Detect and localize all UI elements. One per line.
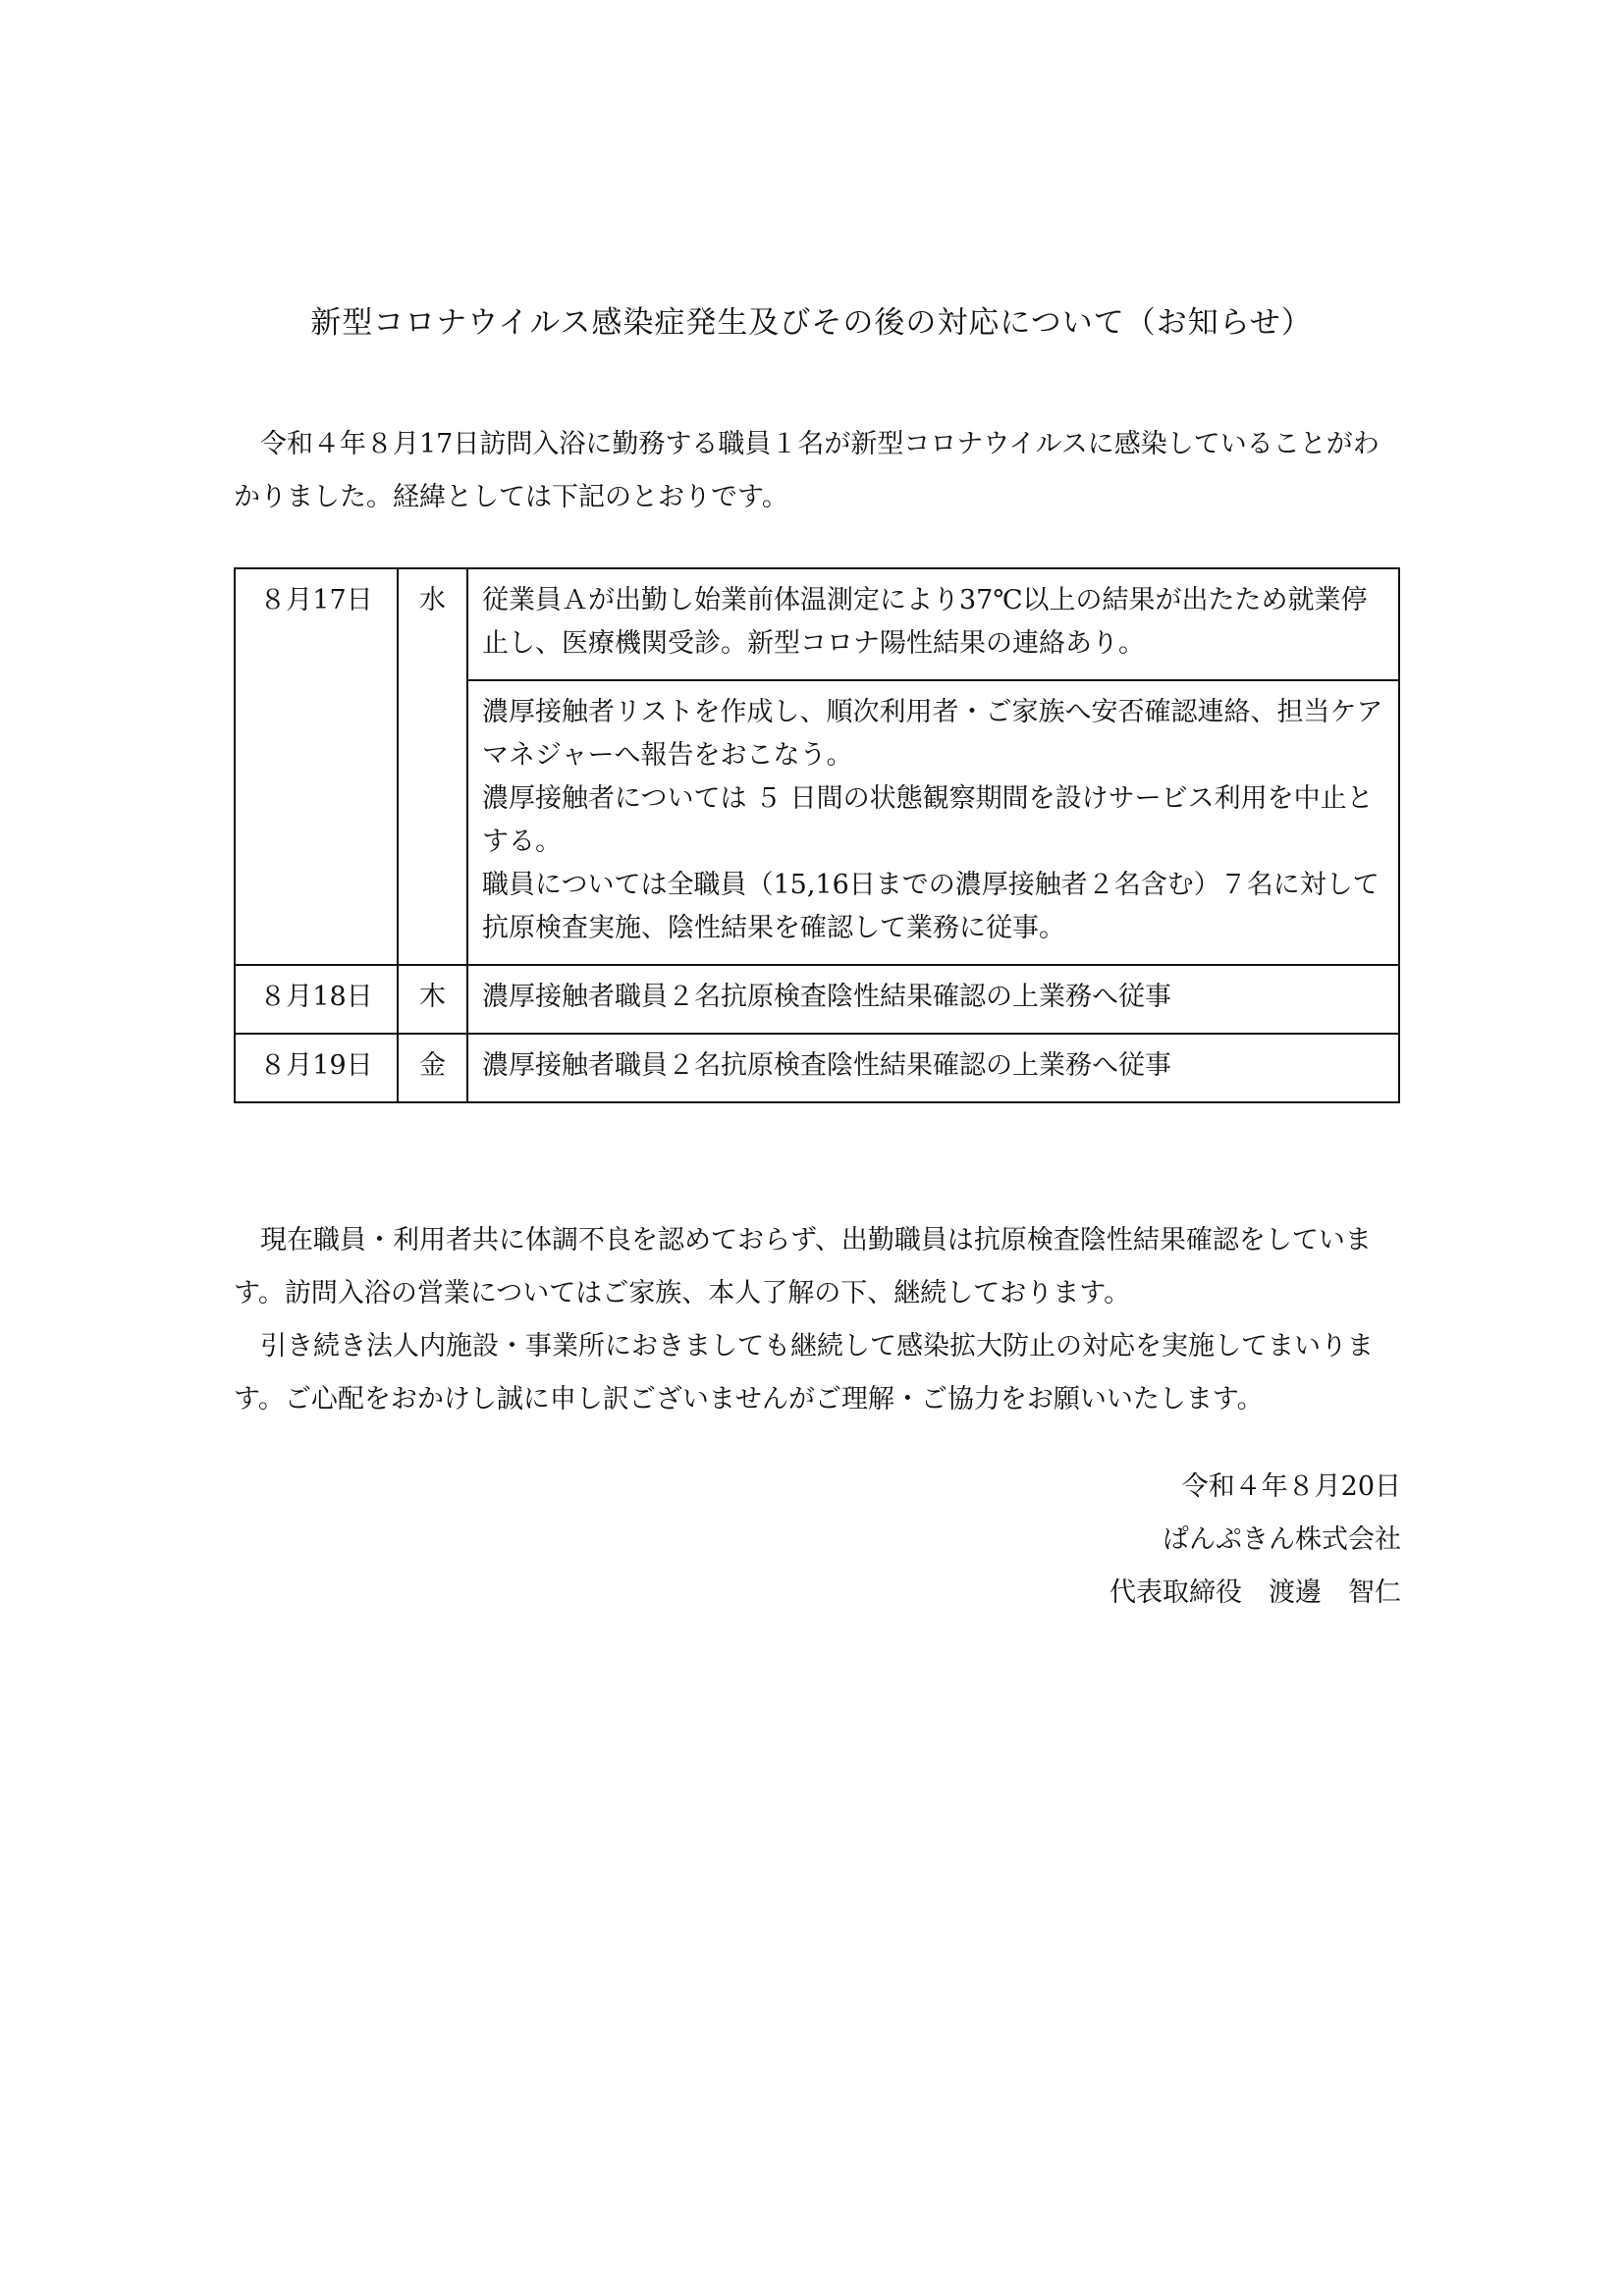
event-cell <box>467 680 1399 965</box>
document-title: 新型コロナウイルス感染症発生及びその後の対応について（お知らせ） <box>310 305 1313 341</box>
date-cell: ８月18日 <box>235 965 398 1034</box>
table-row <box>235 568 1399 680</box>
closing-paragraphs <box>234 1214 1402 1426</box>
timeline-table <box>234 567 1400 1103</box>
date-cell: ８月17日 <box>235 568 398 965</box>
weekday-cell: 木 <box>398 965 467 1034</box>
closing-text: 引き続き法人内施設・事業所におきましても継続して感染拡大防止の対応を実施してまいります。ご心配をおかけし誠に申し訳ございませんがご理解・ご協力をお願いいたします。 <box>234 1331 1374 1415</box>
event-text: 濃厚接触者職員２名抗原検査陰性結果確認の上業務へ従事 <box>482 982 1171 1012</box>
event-text: 従業員Ａが出勤し始業前体温測定により37℃以上の結果が出たため就業停止し、医療機関受診。新型コロナ陽性結果の連絡あり。 <box>482 585 1368 659</box>
representative-name: 代表取締役 渡邊 智仁 <box>1109 1577 1401 1608</box>
table-row <box>235 965 1399 1034</box>
event-text: 濃厚接触者リストを作成し、順次利用者・ご家族へ安否確認連絡、担当ケアマネジャーへ報告をおこなう。 <box>482 697 1383 771</box>
intro-text: 令和４年８月17日訪問入浴に勤務する職員１名が新型コロナウイルスに感染していることがわかりました。経緯としては下記のとおりです。 <box>234 429 1380 512</box>
event-cell <box>467 1034 1399 1102</box>
event-text: 職員については全職員（15,16日までの濃厚接触者２名含む）７名に対して抗原検査実施、陰性結果を確認して業務に従事。 <box>482 870 1380 943</box>
weekday-cell: 金 <box>398 1034 467 1102</box>
company-name: ぱんぷきん株式会社 <box>1163 1524 1401 1555</box>
signature-date: 令和４年８月20日 <box>1181 1471 1401 1502</box>
event-text: 濃厚接触者については ５ 日間の状態観察期間を設けサービス利用を中止とする。 <box>482 783 1374 857</box>
table-row <box>235 1034 1399 1102</box>
signature-block <box>812 1461 1401 1620</box>
date-cell: ８月19日 <box>235 1034 398 1102</box>
intro-paragraph <box>234 418 1402 524</box>
weekday-cell: 水 <box>398 568 467 965</box>
closing-text: 現在職員・利用者共に体調不良を認めておらず、出勤職員は抗原検査陰性結果確認をしています。訪問入浴の営業についてはご家族、本人了解の下、継続しております。 <box>234 1225 1372 1308</box>
event-cell <box>467 568 1399 680</box>
event-text: 濃厚接触者職員２名抗原検査陰性結果確認の上業務へ従事 <box>482 1050 1171 1081</box>
event-cell <box>467 965 1399 1034</box>
